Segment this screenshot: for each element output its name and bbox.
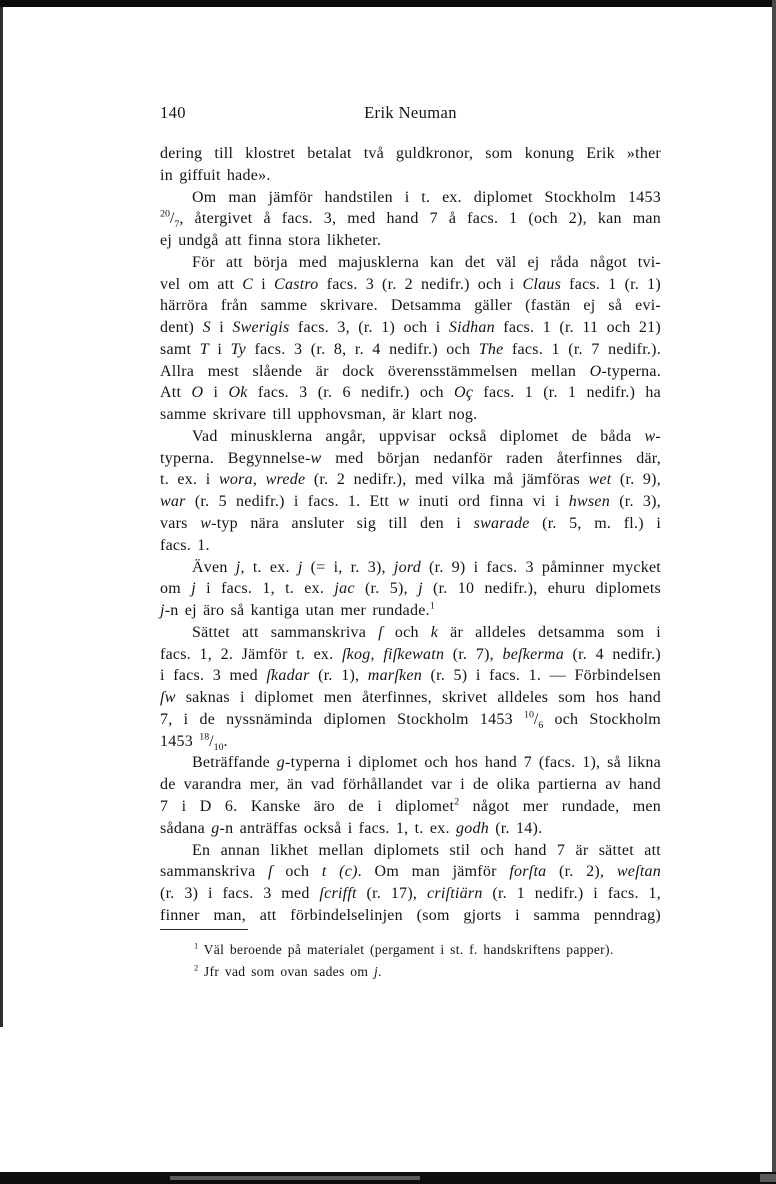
text-line: war (r. 5 nedifr.) i facs. 1. Ett w inuti ord finna vi i hwsen (r. 3), <box>160 493 661 511</box>
text-line: Även j, t. ex. j (= i, r. 3), jord (r. 9) i facs. 3 påminner mycket <box>192 558 661 576</box>
text-line: samt T i Ty facs. 3 (r. 8, r. 4 nedifr.) och The facs. 1 (r. 7 nedifr.). <box>160 340 661 358</box>
text-line: 1453 $^{18}/_{10}$. <box>160 731 228 753</box>
text-line: dering till klostret betalat två guldkronor, som konung Erik »ther <box>160 145 661 162</box>
text-line: Allra mest slående är dock överensstämmelsen mellan O-typerna. <box>160 362 661 380</box>
text-line: sammanskriva ſ och t (c). Om man jämför forſta (r. 2), weſtan <box>160 863 662 881</box>
text-line: $^{20}/_7$, återgivet å facs. 3, med hand 7 å facs. 1 (och 2), kan man <box>160 208 661 231</box>
date-fraction: $^{20}/_7$ <box>160 208 180 231</box>
page-header <box>160 103 661 125</box>
text-line: sådana g-n anträffas också i facs. 1, t. ex. godh (r. 14). <box>160 819 543 837</box>
text-line: om j i facs. 1, t. ex. jac (r. 5), j (r. 10 nedifr.), ehuru diplomets <box>160 580 661 598</box>
text-line: En annan likhet mellan diplomets stil och hand 7 är sättet att <box>192 841 661 859</box>
footnote-rule <box>160 929 248 930</box>
page-number: 140 <box>160 103 186 122</box>
running-head: Erik Neuman <box>364 103 457 122</box>
body-text <box>160 143 661 927</box>
scan-edge-right <box>772 0 776 1184</box>
scan-edge-texture <box>170 1176 420 1180</box>
text-line: ſw saknas i diplomet men återfinnes, skrivet alldeles som hos hand <box>160 689 661 707</box>
text-line: 7, i de nyssnäminda diplomen Stockholm 1453 $^{10}/_6$ och Stockholm <box>160 709 661 732</box>
text-line: vars w-typ nära ansluter sig till den i swarade (r. 5, m. fl.) i <box>160 515 662 533</box>
text-line: dent) S i Swerigis facs. 3, (r. 1) och i Sidhan facs. 1 (r. 11 och 21) <box>160 319 661 337</box>
text-line: de varandra mer, än vad förhållandet var i de olika partierna av hand <box>160 776 661 794</box>
footnote: $^2$ Jfr vad som ovan sades om j. <box>194 961 382 979</box>
text-line: Att O i Ok facs. 3 (r. 6 nedifr.) och Oç facs. 1 (r. 1 nedifr.) ha <box>160 384 662 402</box>
text-line: Om man jämför handstilen i t. ex. diplomet Stockholm 1453 <box>192 188 661 206</box>
text-line: samme skrivare till upphovsman, är klart nog. <box>160 406 478 424</box>
footnote: $^1$ Väl beroende på materialet (pergament i st. f. handskriftens papper). <box>194 940 614 957</box>
text-line: j-n ej äro så kantiga utan mer rundade.$^1$ <box>160 600 435 620</box>
text-line: ej undgå att finna stora likheter. <box>160 232 382 250</box>
text-line: vel om att C i Castro facs. 3 (r. 2 nedifr.) och i Claus facs. 1 (r. 1) <box>160 275 662 293</box>
scan-edge-bottom <box>0 1172 776 1184</box>
date-fraction: $^{10}/_6$ <box>524 709 544 732</box>
text-line: Beträffande g-typerna i diplomet och hos hand 7 (facs. 1), så likna <box>192 754 662 772</box>
text-line: Sättet att sammanskriva ſ och k är alldeles detsamma som i <box>192 623 662 641</box>
text-line: in giffuit hade». <box>160 166 271 184</box>
text-line: För att börja med majusklerna kan det väl ej råda något tvi- <box>192 253 661 271</box>
text-line: facs. 1. <box>160 536 210 554</box>
text-line: i facs. 3 med ſkadar (r. 1), marſken (r. 5) i facs. 1. — Förbindelsen <box>160 667 661 685</box>
text-line: facs. 1, 2. Jämför t. ex. ſkog, fiſkewatn (r. 7), beſkerma (r. 4 nedifr.) <box>160 645 662 663</box>
footnotes <box>160 939 664 982</box>
text-line: 7 i D 6. Kanske äro de i diplomet$^2$ något mer rundade, men <box>160 796 662 815</box>
text-line: Vad minusklerna angår, uppvisar också diplomet de båda w- <box>192 427 661 445</box>
scan-edge-texture <box>760 1174 776 1182</box>
text-line: härröra från samme skrivare. Detsamma gäller (fastän ej så evi- <box>160 297 661 315</box>
text-line: finner man, att förbindelselinjen (som gjorts i samma penndrag) <box>160 906 661 924</box>
text-line: typerna. Begynnelse-w med början nedanför raden återfinnes där, <box>160 449 661 467</box>
scan-edge-left <box>0 7 3 1027</box>
scan-edge-top <box>0 0 776 7</box>
text-line: (r. 3) i facs. 3 med ſcrifft (r. 17), criſtiärn (r. 1 nedifr.) i facs. 1, <box>160 885 662 903</box>
date-fraction: $^{18}/_{10}$ <box>199 731 224 753</box>
text-line: t. ex. i wora, wrede (r. 2 nedifr.), med vilka må jämföras wet (r. 9), <box>160 471 662 489</box>
